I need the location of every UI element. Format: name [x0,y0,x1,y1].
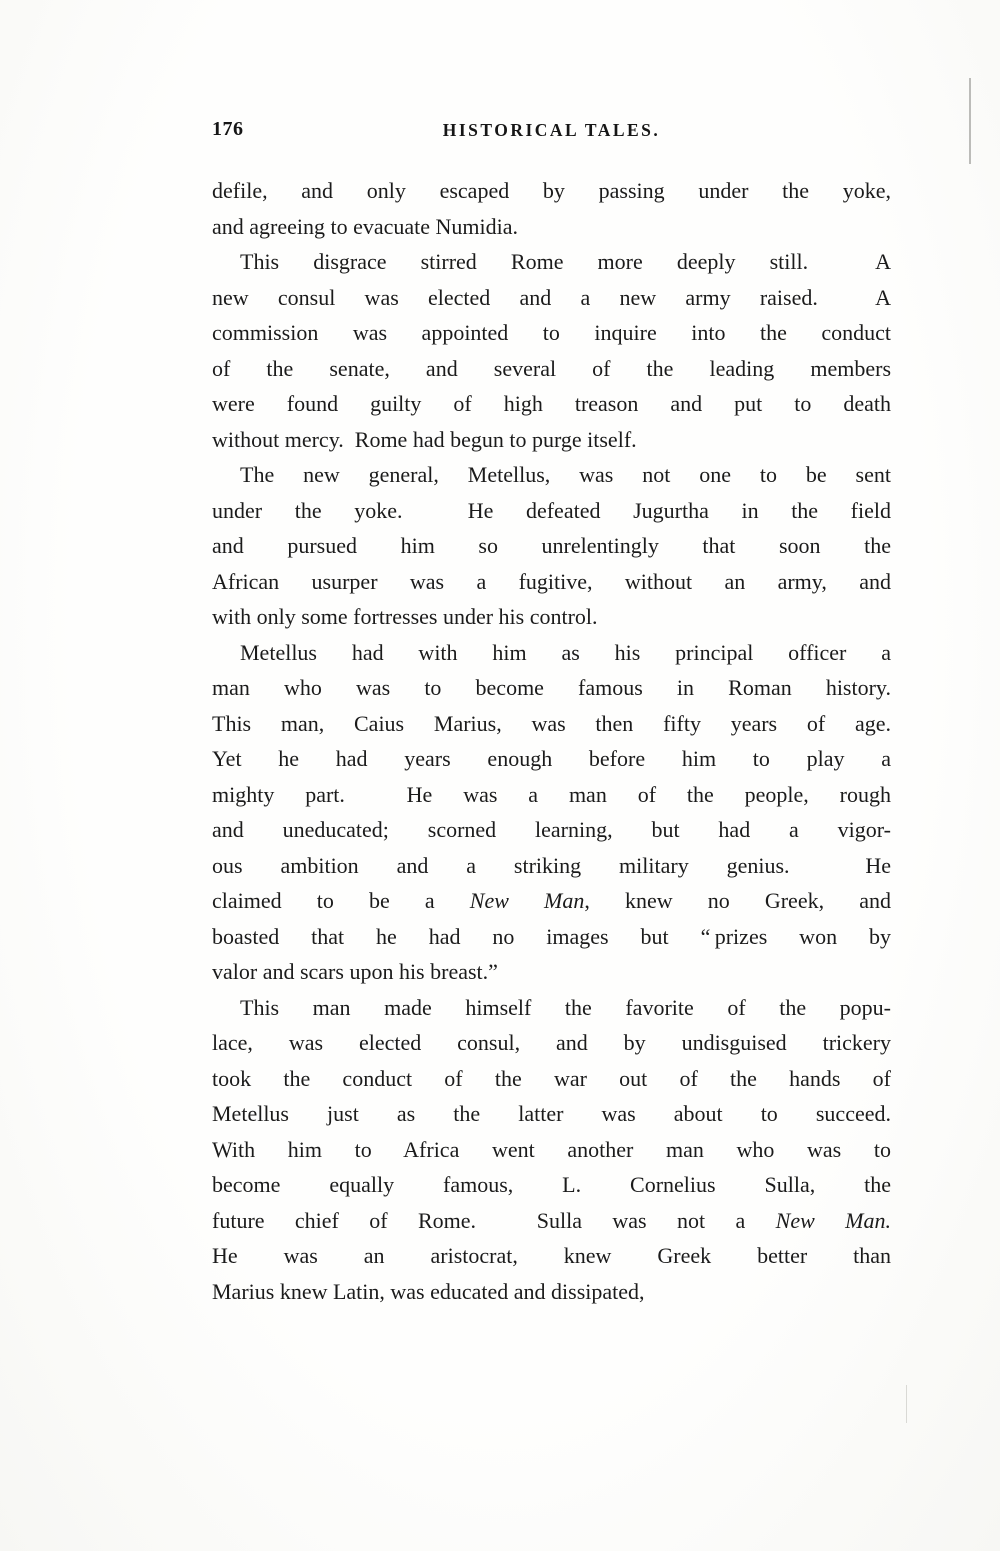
text-segment: Metellus just as the latter was about to succeed. [212,1101,891,1126]
text-line [212,351,891,387]
text-line [212,173,891,209]
text-line [212,1167,891,1203]
text-segment: With him to Africa went another man who was to [212,1136,891,1162]
text-line [212,1132,891,1168]
text-block [212,120,891,1309]
text-segment: man who was to become famous in Roman history. [212,675,891,700]
text-segment: This man made himself the favorite of the popu- [240,994,891,1020]
text-segment: and uneducated; scorned learning, but had a vigor- [212,817,891,842]
paragraph [212,244,891,457]
text-segment: boasted that he had no images but “ prizes won by [212,923,891,949]
text-segment: This man, Caius Marius, was then fifty years of age. [212,710,891,736]
text-segment: valor and scars upon his breast.” [212,959,498,984]
text-line [212,777,891,813]
text-line [212,564,891,600]
text-line [212,706,891,742]
text-segment: with only some fortresses under his control. [212,604,598,629]
text-segment: without mercy. Rome had begun to purge itself. [212,426,637,452]
text-segment: He was an aristocrat, knew Greek better than [212,1243,891,1268]
text-segment: Yet he had years enough before him to play a [212,746,891,771]
text-segment: commission was appointed to inquire into the conduct [212,320,891,345]
scan-artifact-line [969,78,971,164]
text-segment: African usurper was a fugitive, without an army, and [212,568,891,594]
paragraph [212,990,891,1310]
text-line [212,280,891,316]
running-head: HISTORICAL TALES. [442,120,661,140]
text-line [212,848,891,884]
text-segment: and agreeing to evacuate Numidia. [212,213,519,239]
text-segment: under the yoke. He defeated Jugurtha in the field [212,497,891,523]
text-segment: become equally famous, L. Cornelius Sulla, the [212,1172,891,1197]
text-line [212,954,891,990]
paragraph [212,635,891,990]
text-segment: were found guilty of high treason and put to death [212,391,891,416]
text-line [212,670,891,706]
text-segment: This disgrace stirred Rome more deeply still. A [240,249,891,274]
page-number: 176 [212,118,244,140]
text-segment: of the senate, and several of the leading members [212,355,891,381]
scan-artifact-line [906,1385,907,1423]
text-line [212,1025,891,1061]
text-line [212,457,891,493]
text-line [212,386,891,422]
text-segment: new consul was elected and a new army raised. A [212,284,891,310]
text-line [212,493,891,529]
page-body [212,173,891,1309]
text-segment: mighty part. He was a man of the people, rough [212,781,891,807]
text-line [212,919,891,955]
text-line [212,1096,891,1132]
text-line [212,741,891,777]
text-line [212,990,891,1026]
text-line [212,422,891,458]
text-segment: and pursued him so unrelentingly that soon the [212,533,891,558]
text-line [212,209,891,245]
text-segment: Metellus had with him as his principal officer a [240,639,891,665]
italic-text: New Man. [775,1207,891,1233]
text-segment: future chief of Rome. Sulla was not a [212,1207,776,1233]
text-segment: claimed to be a [212,888,470,913]
text-segment: Marius knew Latin, was educated and dissipated, [212,1278,645,1304]
text-segment: took the conduct of the war out of the hands of [212,1065,891,1091]
text-line [212,528,891,564]
text-line [212,883,891,919]
page-header [212,120,891,141]
text-line [212,812,891,848]
text-line [212,315,891,351]
text-line [212,1274,891,1310]
paragraph [212,457,891,635]
text-segment: The new general, Metellus, was not one to be sent [240,462,891,487]
text-segment: lace, was elected consul, and by undisguised trickery [212,1030,891,1055]
text-line [212,244,891,280]
text-line [212,1203,891,1239]
text-line [212,599,891,635]
text-segment: , knew no Greek, and [584,888,891,913]
text-line [212,1061,891,1097]
text-line [212,1238,891,1274]
text-segment: ous ambition and a striking military genius. He [212,852,891,878]
text-line [212,635,891,671]
paragraph [212,173,891,244]
italic-text: New Man [469,888,585,913]
text-segment: defile, and only escaped by passing under the yoke, [212,178,891,203]
